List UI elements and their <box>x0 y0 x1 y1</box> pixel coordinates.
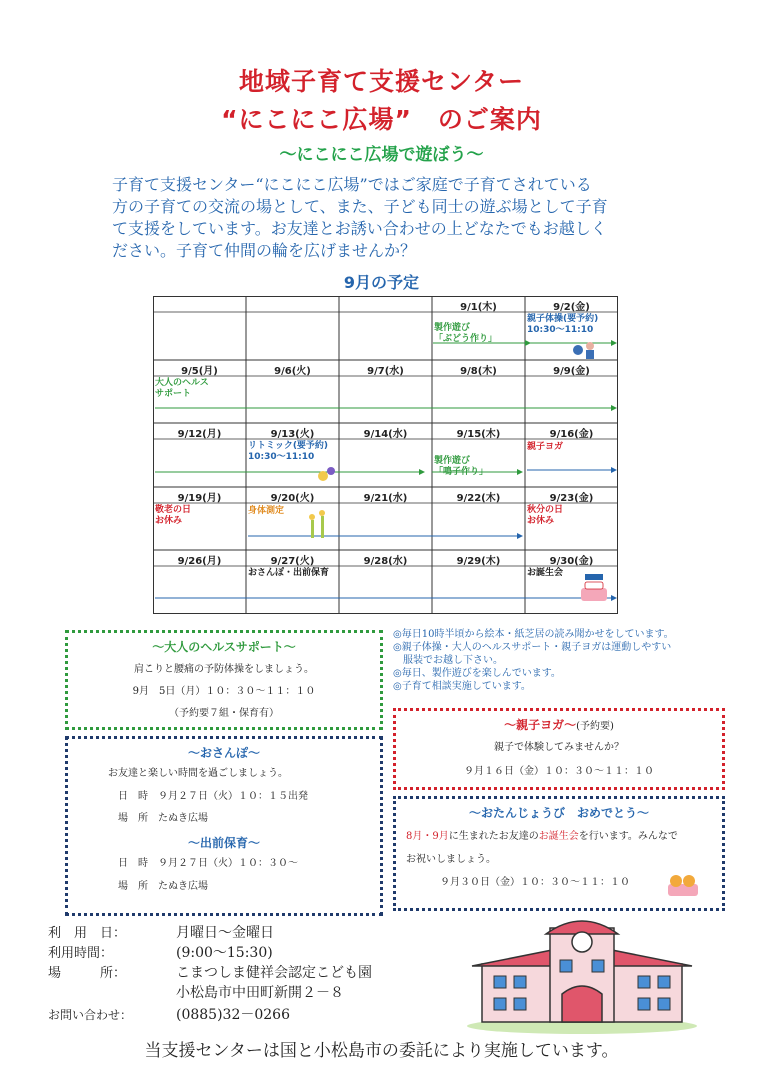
event-body-measure: 身体測定 <box>248 506 285 516</box>
calendar-title: 9月の予定 <box>343 273 420 292</box>
event-birthday-party: お誕生会 <box>527 568 564 578</box>
date-label: 9/8(木) <box>460 366 497 377</box>
health-support-box <box>65 630 383 730</box>
date-label: 9/2(金) <box>553 302 590 313</box>
box-line: （予約要７組・保育有） <box>169 708 279 719</box>
box-line: ９月１６日（金）１０：３０～１１：１０ <box>464 766 654 777</box>
box-title: ～親子ヨガ～(予約要) <box>504 718 614 732</box>
note-item: 服装でお越し下さい。 <box>393 655 503 666</box>
info-row: お問い合わせ： (0885)32－0266 <box>48 1007 290 1023</box>
event-craft-naruko: 製作遊び 「鳴子作り」 <box>434 456 489 477</box>
box-line: 8月・9月に生まれたお友達のお誕生会を行います。みんなで <box>406 831 678 842</box>
date-label: 9/23(金) <box>549 493 594 504</box>
date-label: 9/9(金) <box>553 366 590 377</box>
info-row: 場 所： こまつしま健祥会認定こども園 <box>48 965 372 981</box>
box-subtitle: ～出前保育～ <box>187 836 260 850</box>
box-line: 場 所 たぬき広場 <box>118 813 208 824</box>
measure-illustration-icon <box>309 510 325 538</box>
box-line: 9月 5日（月）１０：３０～１１：１０ <box>132 686 316 697</box>
note-item: ◎子育て相談実施しています。 <box>393 681 531 692</box>
event-walk-outreach: おさんぽ・出前保育 <box>248 568 330 578</box>
note-item: ◎毎日、製作遊びを楽しんでいます。 <box>393 668 561 679</box>
event-health-support: 大人のヘルス サポート <box>155 378 209 399</box>
intro-text <box>112 174 657 262</box>
event-parent-yoga: 親子ヨガ <box>527 442 564 452</box>
box-line: 肩こりと腰痛の予防体操をしましょう。 <box>134 664 314 675</box>
box-title: ～おさんぽ～ <box>187 746 260 760</box>
cake-animals-icon <box>666 872 700 898</box>
birthday-box <box>393 796 725 911</box>
box-line: お祝いしましょう。 <box>406 854 496 865</box>
title-line1: 地域子育て支援センター <box>238 67 524 96</box>
date-label: 9/5(月) <box>181 366 218 377</box>
box-title: ～大人のヘルスサポート～ <box>152 640 296 654</box>
date-label: 9/13(火) <box>270 429 315 440</box>
info-row: 利用時間： (9:00～15:30) <box>48 945 273 961</box>
box-title: ～おたんじょうび おめでとう～ <box>468 806 649 820</box>
date-label: 9/28(水) <box>363 556 408 567</box>
intro-line: 方の子育ての交流の場として、また、子ども同士の遊ぶ場として子育 <box>112 197 608 216</box>
date-label: 9/30(金) <box>549 556 594 567</box>
exercise-illustration-icon <box>573 342 594 359</box>
intro-line: て支援をしています。お友達とお誘い合わせの上どなたでもお越しく <box>112 219 607 238</box>
cake-illustration-icon <box>581 574 607 601</box>
info-row: 利 用 日： 月曜日～金曜日 <box>48 925 274 941</box>
date-label: 9/1(木) <box>460 302 497 313</box>
date-label: 9/22(木) <box>456 493 501 504</box>
event-craft-grape: 製作遊び 「ぶどう作り」 <box>434 323 498 344</box>
date-label: 9/20(火) <box>270 493 315 504</box>
date-label: 9/27(火) <box>270 556 315 567</box>
intro-line: ださい。子育て仲間の輪を広げませんか？ <box>112 241 417 260</box>
box-line: 場 所 たぬき広場 <box>118 881 208 892</box>
date-label: 9/15(木) <box>456 429 501 440</box>
calendar-grid <box>153 296 618 614</box>
date-label: 9/21(水) <box>363 493 408 504</box>
footer-note: 当支援センターは国と小松島市の委託により実施しています。 <box>144 1041 619 1061</box>
title-line2: “にこにこ広場” のご案内 <box>221 105 542 134</box>
date-label: 9/19(月) <box>177 493 222 504</box>
rhythm-illustration-icon <box>318 467 335 481</box>
date-label: 9/7(水) <box>367 366 404 377</box>
date-label: 9/6(火) <box>274 366 311 377</box>
note-item: ◎親子体操・大人のヘルスサポート・親子ヨガは運動しやすい <box>393 642 672 653</box>
date-label: 9/29(木) <box>456 556 501 567</box>
note-item: ◎毎日10時半頃から絵本・紙芝居の読み聞かせをしています。 <box>393 629 674 640</box>
info-table <box>48 922 468 1024</box>
date-label: 9/26(月) <box>177 556 222 567</box>
event-respect-aged-day: 敬老の日 お休み <box>155 505 192 526</box>
event-parent-exercise: 親子体操(要予約) 10:30～11:10 <box>527 314 599 335</box>
intro-line: 子育て支援センター“にこにこ広場”ではご家庭で子育てされている <box>112 175 592 194</box>
box-line: お友達と楽しい時間を過ごしましょう。 <box>108 768 288 779</box>
parent-yoga-box <box>393 708 725 790</box>
school-building-icon <box>462 914 702 1034</box>
subtitle: ～にこにこ広場で遊ぼう～ <box>279 145 484 165</box>
box-line: 日 時 ９月２７日（火）１０：１５出発 <box>118 791 308 802</box>
box-line: 親子で体験してみませんか？ <box>494 742 624 753</box>
info-row: 小松島市中田町新開２－８ <box>176 985 344 1001</box>
event-equinox-day: 秋分の日 お休み <box>527 505 564 526</box>
notes-list <box>393 628 723 693</box>
event-rhythmic: リトミック(要予約) 10:30～11:10 <box>248 441 329 462</box>
date-label: 9/12(月) <box>177 429 222 440</box>
box-line: ９月３０日（金）１０：３０～１１：１０ <box>440 877 630 888</box>
box-line: 日 時 ９月２７日（火）１０：３０～ <box>118 858 298 869</box>
date-label: 9/14(水) <box>363 429 408 440</box>
date-label: 9/16(金) <box>549 429 594 440</box>
walk-box <box>65 736 383 916</box>
